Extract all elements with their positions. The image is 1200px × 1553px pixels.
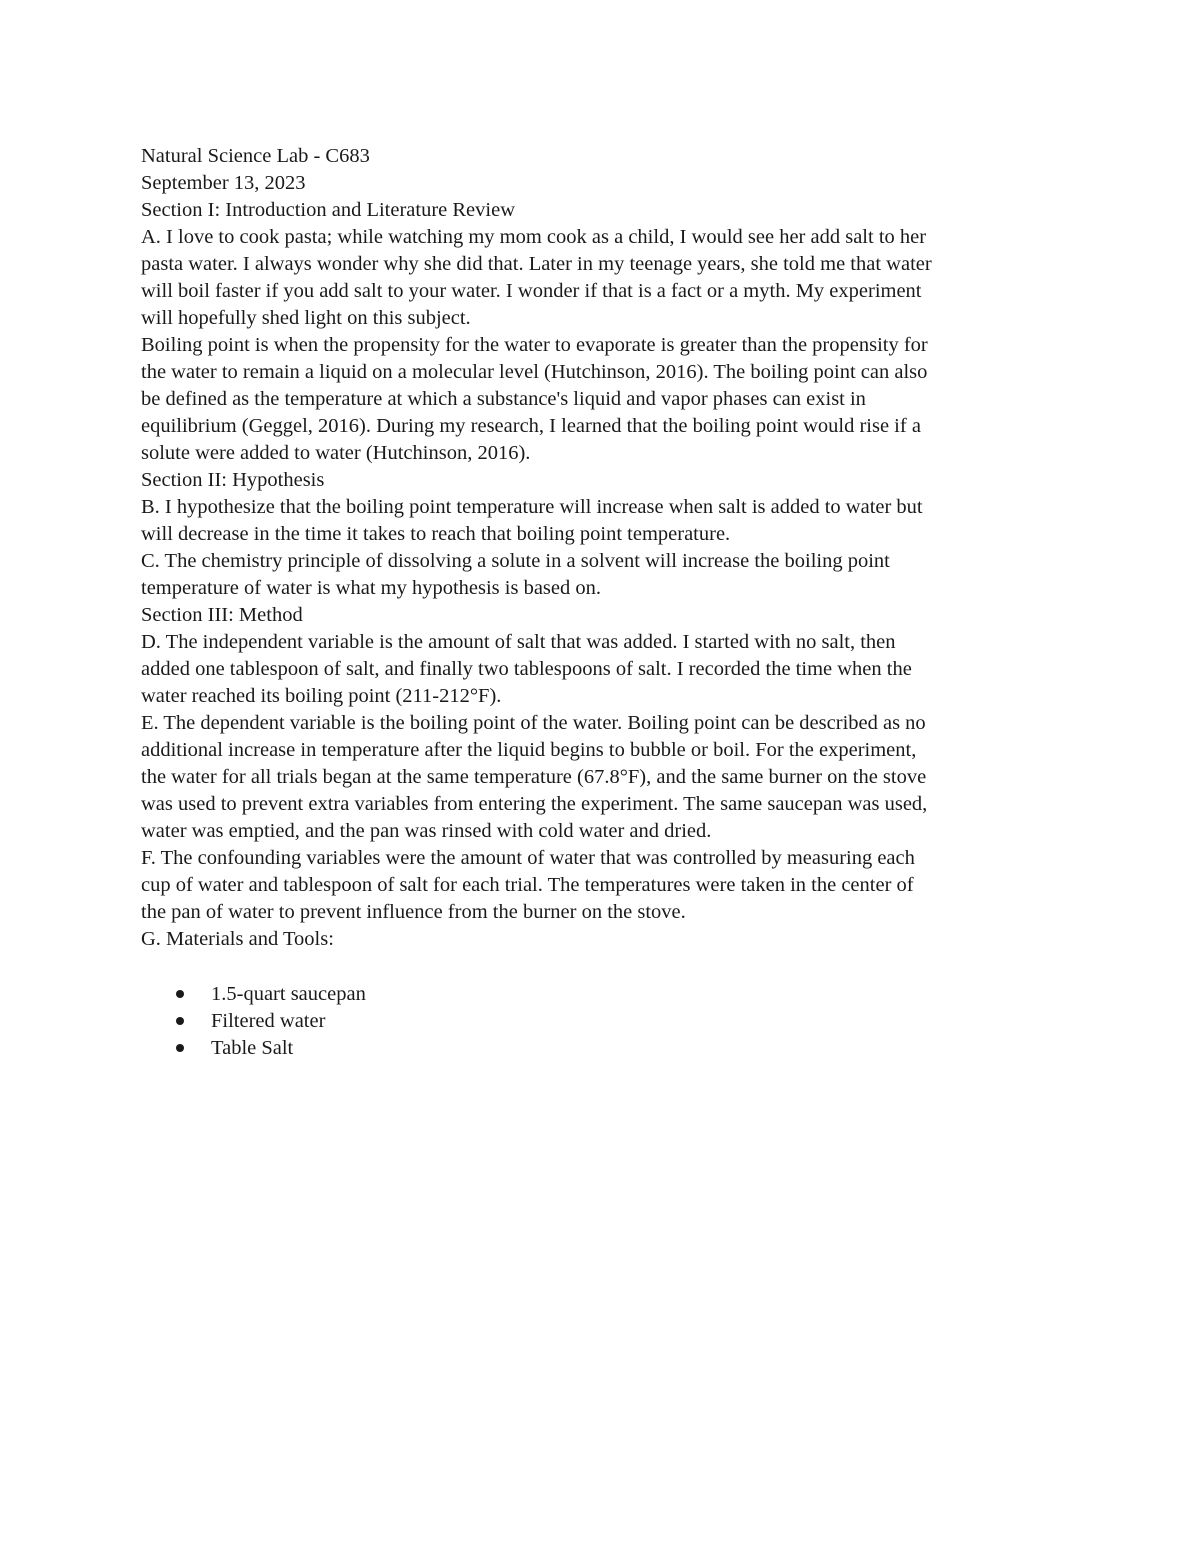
paragraph-line: solute were added to water (Hutchinson, 2016). xyxy=(141,442,531,464)
paragraph-line: will boil faster if you add salt to your water. I wonder if that is a fact or a myth. My experiment xyxy=(141,280,922,302)
paragraph-line: temperature of water is what my hypothesis is based on. xyxy=(141,577,601,599)
list-item xyxy=(141,1008,1061,1035)
paragraph-line: C. The chemistry principle of dissolving a solute in a solvent will increase the boiling point xyxy=(141,550,890,572)
paragraph-line: water reached its boiling point (211-212°F). xyxy=(141,685,502,707)
paragraph-line: be defined as the temperature at which a substance's liquid and vapor phases can exist in xyxy=(141,388,866,410)
paragraph-boiling-point xyxy=(141,332,1061,467)
paragraph-line: D. The independent variable is the amount of salt that was added. I started with no salt, then xyxy=(141,631,896,653)
paragraph-c xyxy=(141,548,1061,602)
course-title: Natural Science Lab - C683 xyxy=(141,145,370,167)
list-item xyxy=(141,1035,1061,1062)
paragraph-line: will hopefully shed light on this subject. xyxy=(141,307,471,329)
paragraph-line: B. I hypothesize that the boiling point temperature will increase when salt is added to water but xyxy=(141,496,923,518)
paragraph-line: the pan of water to prevent influence from the burner on the stove. xyxy=(141,901,686,923)
paragraph-line: pasta water. I always wonder why she did that. Later in my teenage years, she told me that water xyxy=(141,253,932,275)
section-1-heading: Section I: Introduction and Literature Review xyxy=(141,199,516,221)
paragraph-e xyxy=(141,710,1061,845)
paragraph-d xyxy=(141,629,1061,710)
paragraph-line: added one tablespoon of salt, and finally two tablespoons of salt. I recorded the time when the xyxy=(141,658,912,680)
paragraph-line: the water for all trials began at the same temperature (67.8°F), and the same burner on the stove xyxy=(141,766,927,788)
list-item xyxy=(141,981,1061,1008)
list-item-label: Table Salt xyxy=(211,1037,294,1059)
paragraph-line: equilibrium (Geggel, 2016). During my research, I learned that the boiling point would rise if a xyxy=(141,415,921,437)
section-2-heading: Section II: Hypothesis xyxy=(141,469,325,491)
paragraph-line: will decrease in the time it takes to reach that boiling point temperature. xyxy=(141,523,731,545)
paragraph-line: cup of water and tablespoon of salt for each trial. The temperatures were taken in the center of xyxy=(141,874,914,896)
paragraph-line: the water to remain a liquid on a molecular level (Hutchinson, 2016). The boiling point can also xyxy=(141,361,928,383)
materials-list xyxy=(141,981,1061,1062)
paragraph-line: additional increase in temperature after the liquid begins to bubble or boil. For the experiment, xyxy=(141,739,917,761)
bullet-icon xyxy=(176,1044,184,1052)
materials-heading: G. Materials and Tools: xyxy=(141,928,334,950)
paragraph-line: was used to prevent extra variables from entering the experiment. The same saucepan was used, xyxy=(141,793,928,815)
bullet-icon xyxy=(176,990,184,998)
paragraph-line: E. The dependent variable is the boiling point of the water. Boiling point can be described as no xyxy=(141,712,926,734)
paragraph-a xyxy=(141,224,1061,332)
paragraph-line: F. The confounding variables were the amount of water that was controlled by measuring each xyxy=(141,847,915,869)
document-page xyxy=(141,143,1061,1062)
bullet-icon xyxy=(176,1017,184,1025)
paragraph-line: water was emptied, and the pan was rinsed with cold water and dried. xyxy=(141,820,712,842)
list-item-label: Filtered water xyxy=(211,1010,326,1032)
list-item-label: 1.5-quart saucepan xyxy=(211,983,366,1005)
paragraph-b xyxy=(141,494,1061,548)
paragraph-f xyxy=(141,845,1061,926)
document-date: September 13, 2023 xyxy=(141,172,306,194)
paragraph-line: A. I love to cook pasta; while watching my mom cook as a child, I would see her add salt to her xyxy=(141,226,927,248)
paragraph-line: Boiling point is when the propensity for the water to evaporate is greater than the propensity for xyxy=(141,334,928,356)
section-3-heading: Section III: Method xyxy=(141,604,303,626)
